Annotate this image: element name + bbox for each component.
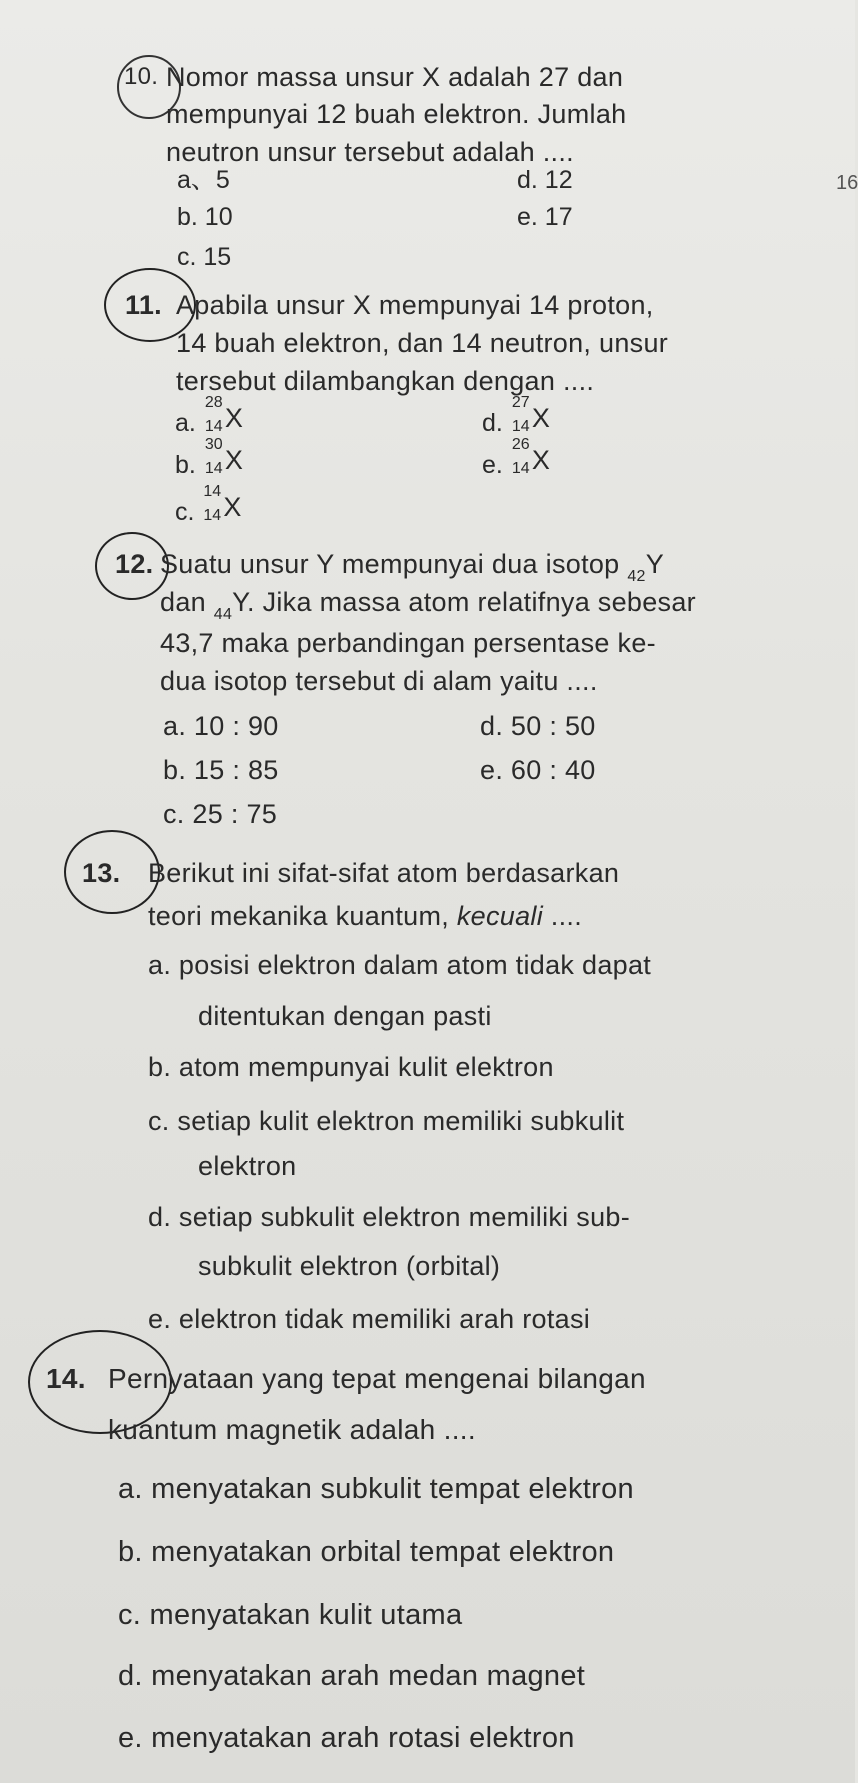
element-symbol: X	[224, 445, 243, 475]
q13-option-a-line-1: a. posisi elektron dalam atom tidak dapat	[148, 950, 652, 980]
q13-number: 13.	[82, 858, 121, 888]
q10-line-2: mempunyai 12 buah elektron. Jumlah	[166, 99, 627, 129]
q11-option-d-nuclide	[510, 394, 550, 435]
q14-option-e: e. menyatakan arah rotasi elektron	[118, 1722, 575, 1754]
q10-option-e: e. 17	[517, 203, 573, 231]
element-symbol: X	[223, 492, 242, 522]
q12-line-2-pre: dan	[160, 587, 214, 617]
q12-line-3: 43,7 maka perbandingan persentase ke-	[160, 628, 656, 658]
q14-number: 14.	[46, 1363, 86, 1394]
atomic-number: 14	[204, 460, 223, 477]
q13-line-2-post: ....	[543, 901, 583, 931]
q11-option-e-label: e.	[482, 451, 503, 479]
q10-number: 10.	[124, 63, 159, 90]
q11-option-e	[482, 436, 550, 479]
q11-option-b-label: b.	[175, 451, 196, 479]
atomic-number: 14	[204, 418, 223, 435]
q13-line-2-pre: teori mekanika kuantum,	[148, 901, 457, 931]
q11-line-2: 14 buah elektron, dan 14 neutron, unsur	[176, 328, 669, 358]
q10-line-1: Nomor massa unsur X adalah 27 dan	[166, 62, 624, 92]
q11-option-c-nuclide	[201, 483, 242, 524]
q11-option-d-label: d.	[482, 409, 503, 437]
q11-option-d	[482, 394, 550, 437]
q14-option-c: c. menyatakan kulit utama	[118, 1599, 463, 1631]
atomic-number: 14	[203, 507, 222, 524]
q13-option-e: e. elektron tidak memiliki arah rotasi	[148, 1304, 591, 1334]
q12-option-a: a. 10 : 90	[163, 711, 279, 741]
isotope-1-mass: 42	[627, 568, 646, 585]
isotope-2-mass: 44	[213, 606, 233, 623]
q11-number: 11.	[125, 290, 162, 320]
q11-option-c-label: c.	[175, 498, 195, 526]
isotope-1-symbol: Y	[645, 549, 665, 579]
q14-line-1: Pernyataan yang tepat mengenai bilangan	[108, 1363, 646, 1394]
q13-option-b: b. atom mempunyai kulit elektron	[148, 1052, 554, 1082]
q13-line-2	[148, 903, 582, 930]
q10-option-d: d. 12	[517, 166, 573, 194]
q13-option-d-line-1: d. setiap subkulit elektron memiliki sub-	[148, 1202, 630, 1232]
q10-option-b: b. 10	[177, 203, 233, 231]
q13-option-c-line-1: c. setiap kulit elektron memiliki subkulit	[148, 1106, 625, 1136]
q10-option-c: c. 15	[177, 243, 232, 271]
q14-option-d: d. menyatakan arah medan magnet	[118, 1660, 586, 1692]
q11-option-a-label: a.	[175, 409, 196, 437]
q11-option-e-nuclide	[510, 436, 550, 477]
q14-line-2: kuantum magnetik adalah ....	[108, 1414, 476, 1445]
q11-option-a-nuclide	[203, 394, 243, 435]
q11-option-b	[175, 436, 243, 479]
q12-line-2-post: Y. Jika massa atom relatifnya sebesar	[232, 587, 696, 617]
q12-option-e: e. 60 : 40	[480, 755, 596, 785]
q13-option-d-line-2: subkulit elektron (orbital)	[198, 1251, 501, 1281]
q12-line-1-text: Suatu unsur Y mempunyai dua isotop	[160, 549, 628, 579]
q13-line-1: Berikut ini sifat-sifat atom berdasarkan	[148, 858, 620, 888]
q12-line-4: dua isotop tersebut di alam yaitu ....	[160, 666, 598, 696]
atomic-number: 14	[511, 418, 530, 435]
q13-option-a-line-2: ditentukan dengan pasti	[198, 1001, 492, 1031]
q11-line-1: Apabila unsur X mempunyai 14 proton,	[176, 290, 654, 320]
q10-option-a: a、5	[177, 166, 230, 194]
q12-option-c: c. 25 : 75	[163, 799, 278, 829]
mass-number: 26	[511, 436, 530, 453]
q14-option-a: a. menyatakan subkulit tempat elektron	[118, 1473, 634, 1505]
element-symbol: X	[531, 403, 550, 433]
q11-option-c	[175, 483, 242, 526]
element-symbol: X	[224, 403, 243, 433]
mass-number: 28	[204, 394, 223, 411]
q12-option-b: b. 15 : 85	[163, 755, 279, 785]
q13-emphasis: kecuali	[456, 901, 543, 931]
atomic-number: 14	[511, 460, 530, 477]
mass-number: 30	[204, 436, 223, 453]
q12-line-1	[160, 549, 665, 585]
q13-option-c-line-2: elektron	[198, 1151, 297, 1181]
q12-number: 12.	[115, 549, 154, 579]
q10-margin-note: 16	[836, 172, 858, 194]
element-symbol: X	[531, 445, 550, 475]
q11-option-b-nuclide	[203, 436, 243, 477]
mass-number: 27	[511, 394, 530, 411]
q10-line-3: neutron unsur tersebut adalah ....	[166, 137, 574, 167]
q12-option-d: d. 50 : 50	[480, 711, 596, 741]
q11-line-3: tersebut dilambangkan dengan ....	[176, 366, 595, 396]
q11-option-a	[175, 394, 243, 437]
q12-line-2	[160, 587, 696, 623]
mass-number: 14	[203, 483, 222, 500]
q14-option-b: b. menyatakan orbital tempat elektron	[118, 1536, 615, 1568]
